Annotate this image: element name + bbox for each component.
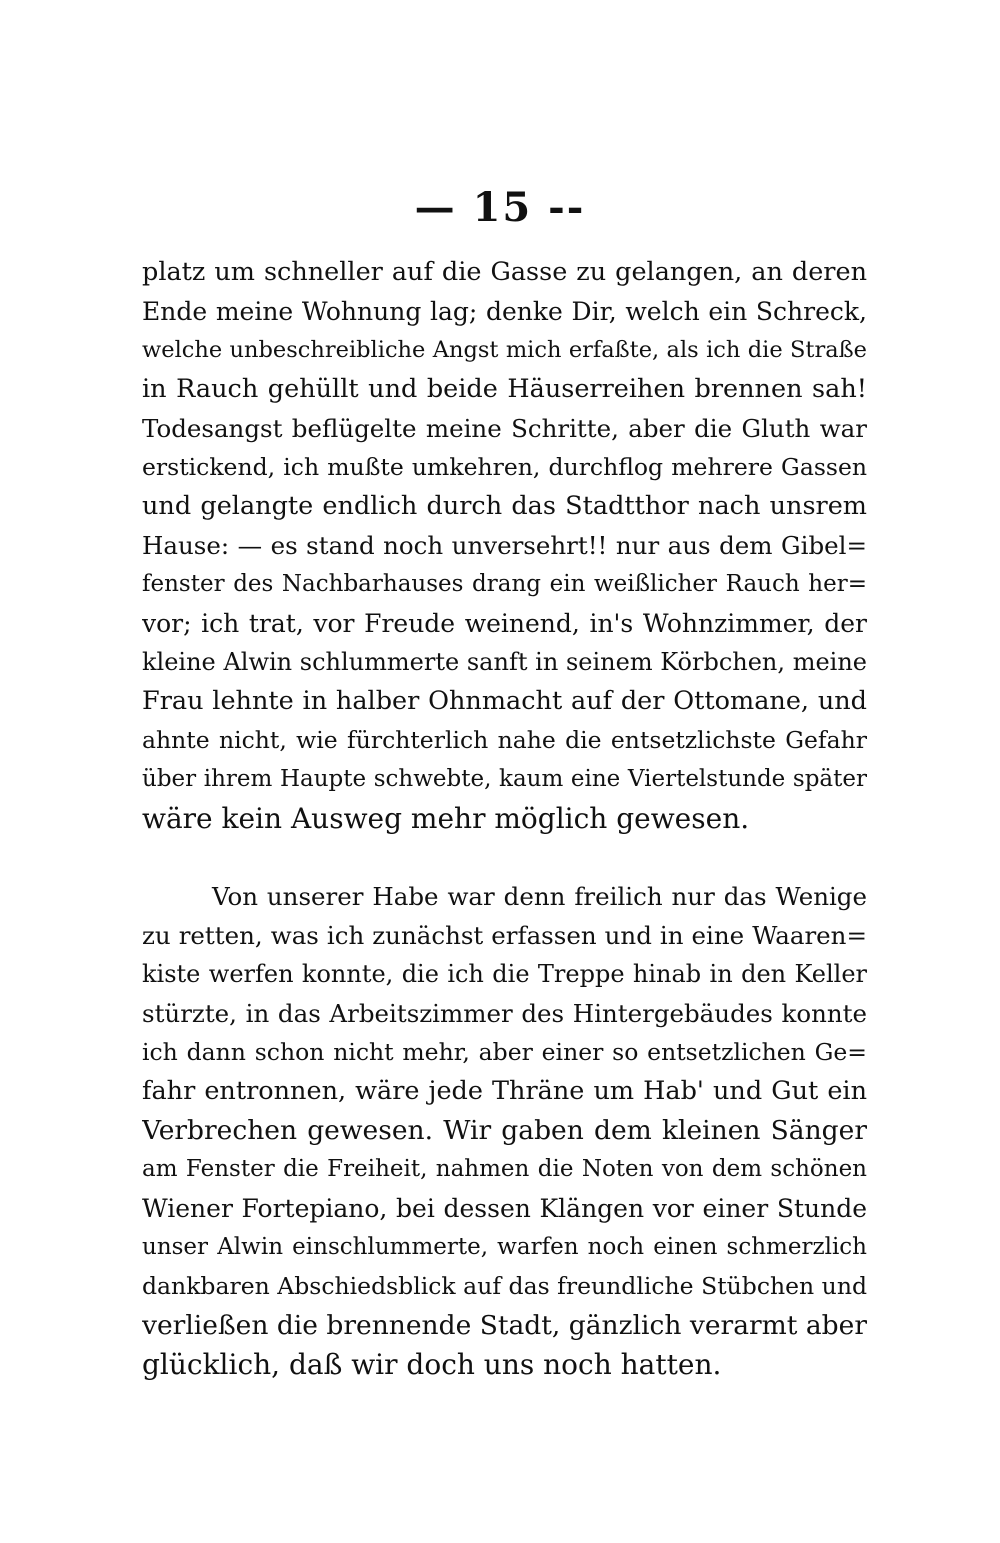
- text-line: kleine Alwin schlummerte sanft in seinem Körbchen, meine: [142, 648, 867, 676]
- text-line: Frau lehnte in halber Ohnmacht auf der Ottomane, und: [142, 686, 867, 716]
- text-line: am Fenster die Freiheit, nahmen die Noten von dem schönen: [142, 1156, 867, 1182]
- text-line: fenster des Nachbarhauses drang ein weißlicher Rauch her=: [142, 571, 867, 597]
- text-line: stürzte, in das Arbeitszimmer des Hintergebäudes konnte: [142, 999, 867, 1028]
- paragraph-2: [142, 877, 867, 1384]
- text-line: kiste werfen konnte, die ich die Treppe hinab in den Keller: [142, 960, 867, 988]
- text-line: Wiener Fortepiano, bei dessen Klängen vor einer Stunde: [142, 1194, 867, 1223]
- text-line: verließen die brennende Stadt, gänzlich verarmt aber: [142, 1310, 867, 1341]
- text-line: und gelangte endlich durch das Stadtthor nach unsrem: [142, 491, 867, 521]
- text-line: Todesangst beflügelte meine Schritte, aber die Gluth war: [142, 414, 867, 443]
- text-line: Verbrechen gewesen. Wir gaben dem kleinen Sänger: [142, 1115, 867, 1146]
- text-line: platz um schneller auf die Gasse zu gelangen, an deren: [142, 257, 867, 287]
- text-line: Von unserer Habe war denn freilich nur das Wenige: [212, 882, 867, 911]
- text-line: Ende meine Wohnung lag; denke Dir, welch ein Schreck,: [142, 297, 867, 326]
- text-line: vor; ich trat, vor Freude weinend, in's Wohnzimmer, der: [142, 609, 867, 638]
- text-line: erstickend, ich mußte umkehren, durchflog mehrere Gassen: [142, 453, 867, 481]
- text-line: glücklich, daß wir doch uns noch hatten.: [142, 1348, 722, 1381]
- paragraph-1: [142, 253, 867, 838]
- text-line: in Rauch gehüllt und beide Häuserreihen brennen sah!: [142, 374, 867, 404]
- text-line: ahnte nicht, wie fürchterlich nahe die entsetzlichste Gefahr: [142, 726, 867, 754]
- page-number: — 15 --: [414, 184, 586, 231]
- text-line: ich dann schon nicht mehr, aber einer so entsetzlichen Ge=: [142, 1038, 867, 1066]
- text-line: Hause: — es stand noch unversehrt!! nur aus dem Gibel=: [142, 531, 867, 560]
- text-line: welche unbeschreibliche Angst mich erfaßte, als ich die Straße: [142, 337, 867, 363]
- text-line: über ihrem Haupte schwebte, kaum eine Viertelstunde später: [142, 766, 867, 792]
- text-line: fahr entronnen, wäre jede Thräne um Hab' und Gut ein: [142, 1076, 867, 1106]
- text-line: dankbaren Abschiedsblick auf das freundliche Stübchen und: [142, 1272, 867, 1300]
- text-line: unser Alwin einschlummerte, warfen noch einen schmerzlich: [142, 1234, 867, 1260]
- text-line: zu retten, was ich zunächst erfassen und in eine Waaren=: [142, 921, 867, 950]
- text-line: wäre kein Ausweg mehr möglich gewesen.: [142, 802, 750, 835]
